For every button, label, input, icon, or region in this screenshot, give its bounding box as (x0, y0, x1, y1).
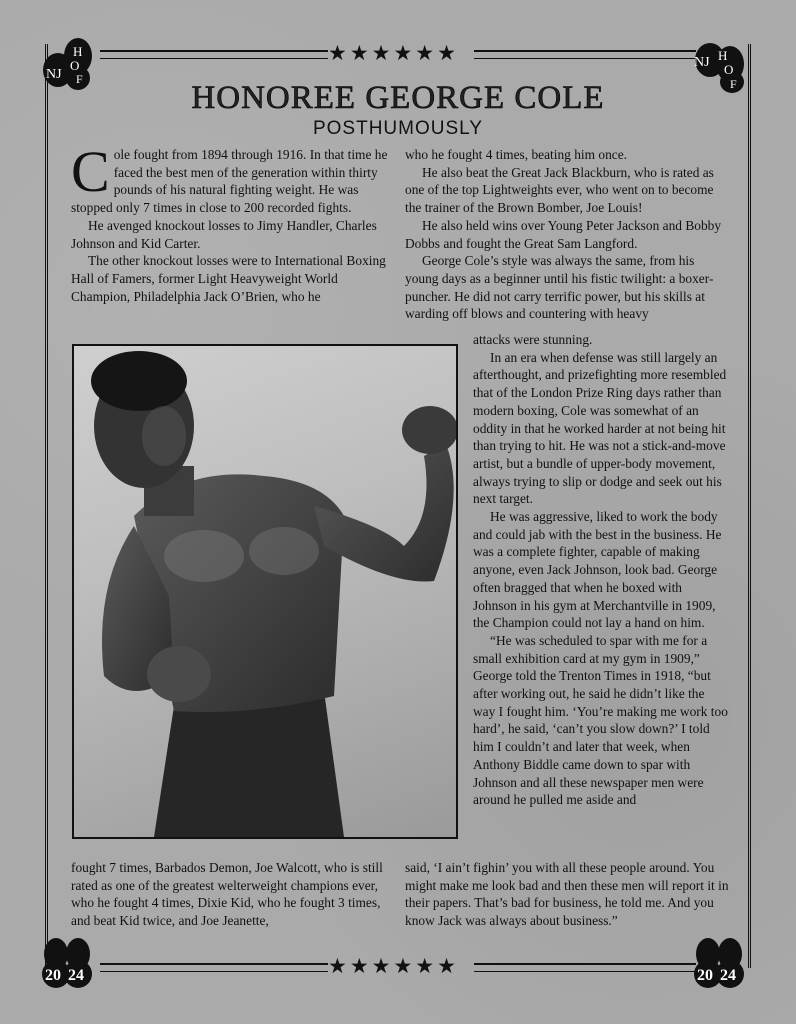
column2-bottom (405, 859, 731, 930)
bottom-rule-right (474, 963, 696, 972)
paragraph: He also beat the Great Jack Blackburn, who is rated as one of the top Lightweights ever, who went on to become the trainer of the Brown Bomber, Joe Louis! (405, 164, 714, 216)
paragraph: attacks were stunning. (473, 332, 593, 347)
paragraph: He also held wins over Young Peter Jackson and Bobby Dobbs and fought the Great Sam Langford. (405, 217, 722, 251)
boxer-photo (72, 344, 458, 839)
logo-f: F (730, 77, 737, 91)
year-logo-right (690, 932, 750, 992)
top-rule-left (100, 50, 328, 59)
paragraph: He avenged knockout losses to Jimy Handler, Charles Johnson and Kid Carter. (71, 217, 377, 251)
drop-cap: C (71, 139, 110, 204)
year-logo-left (38, 932, 98, 992)
year-left-a: 20 (45, 967, 61, 984)
page-subtitle: POSTHUMOUSLY (312, 118, 483, 139)
logo-o: O (70, 58, 80, 73)
bottom-stars: ★★★★★★ (328, 954, 459, 978)
bottom-rule-left (100, 963, 328, 972)
year-left-b: 24 (68, 967, 84, 984)
paragraph: In an era when defense was still largely an afterthought, and prizefighting more resembled that of the London Prize Ring days rather than modern boxing, Cole was somewhat of an oddity in that he worked harder at not being hit than trying to hit. He was not a stick-and-move artist, but a bundle of upper-body movement, always trying to slip or dodge and seek out his next target. (473, 349, 727, 507)
paragraph: “He was scheduled to spar with me for a small exhibition card at my gym in 1909,” George told the Trenton Times in 1918, “but after working out, he said he didn’t like the way I fought him. ‘You’re making me work too hard’, he said, ‘can’t you slow down?’ I told him I couldn’t and later that week, when Anthony Biddle came down to spar with Johnson and all these newspaper men were around he pulled me aside and (473, 632, 728, 808)
boxing-gloves-icon (690, 932, 750, 992)
logo-o: O (724, 62, 734, 77)
top-rule-right (474, 50, 696, 59)
top-stars: ★★★★★★ (328, 41, 459, 65)
column2-narrow (473, 331, 729, 809)
paragraph: He was aggressive, liked to work the body and could jab with the best in the business. He was a complete fighter, capable of making anyone, even Jack Johnson, look bad. George often bragged that when he boxed with Johnson in his gym at Merchantville in 1909, the Champion could not lay a hand on him. (473, 509, 722, 631)
column1-bottom (71, 859, 395, 930)
boxer-figure (74, 346, 456, 837)
column1-top (71, 139, 395, 305)
logo-f: F (76, 72, 83, 86)
logo-nj: NJ (46, 67, 62, 82)
page-title: HONOREE GEORGE COLE (191, 80, 605, 116)
paragraph: who he fought 4 times, beating him once. (405, 147, 628, 162)
paragraph: George Cole’s style was always the same, from his young days as a beginner until his fistic twilight: a boxer-puncher. He did not carry terrific power, but his skills at warding off blows and countering with heavy (405, 253, 714, 322)
boxing-gloves-icon (38, 932, 98, 992)
paragraph: ole fought from 1894 through 1916. In that time he faced the best men of the generation within thirty pounds of his natural fighting weight. He was stopped only 7 times in close to 200 recorded fights. (71, 147, 388, 216)
year-right-b: 24 (720, 967, 736, 984)
paragraph: The other knockout losses were to International Boxing Hall of Famers, former Light Heavyweight World Champion, Philadelphia Jack O’Brien, who he (71, 253, 386, 304)
logo-h: H (73, 44, 83, 59)
column2-top (405, 146, 731, 323)
logo-nj: NJ (694, 55, 710, 70)
logo-h: H (718, 48, 728, 63)
year-right-a: 20 (697, 967, 713, 984)
paragraph: said, ‘I ain’t fighin’ you with all these people around. You might make me look bad and then these men will report it in their papers. That’s bad for business, he told me. And you know Jack was always about business.” (405, 860, 729, 929)
paragraph: fought 7 times, Barbados Demon, Joe Walcott, who is still rated as one of the greatest welterweight champions ever, who he fought 4 times, Dixie Kid, who he fought 3 times, and beat Kid twice, and Joe Jeanette, (71, 860, 383, 929)
